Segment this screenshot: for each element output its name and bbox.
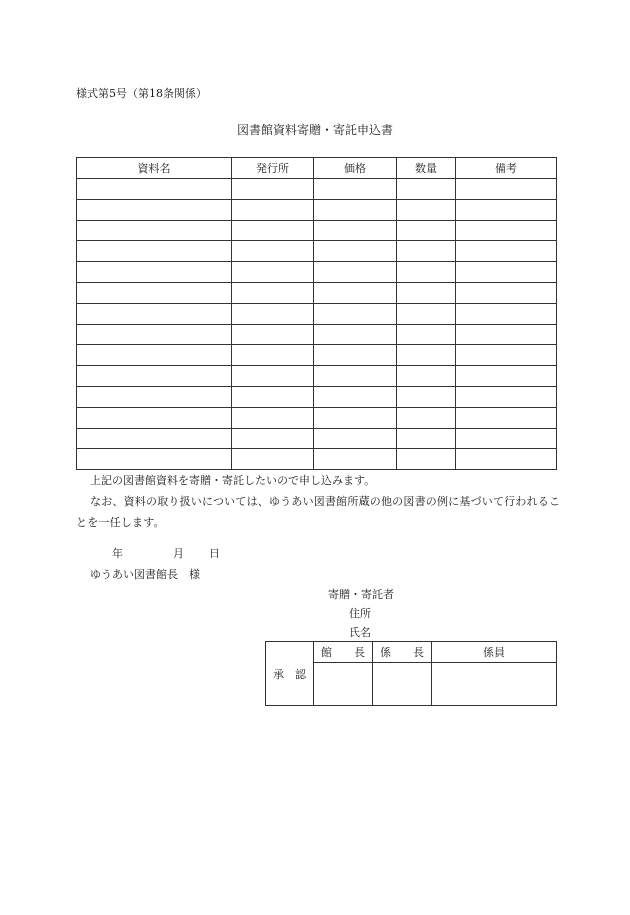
cell-publisher[interactable] [232,282,314,303]
cell-price[interactable] [314,282,397,303]
cell-remarks[interactable] [456,220,557,241]
cell-publisher[interactable] [232,262,314,283]
cell-quantity[interactable] [397,220,456,241]
cell-title[interactable] [77,220,232,241]
cell-quantity[interactable] [397,449,456,470]
cell-remarks[interactable] [456,241,557,262]
approval-section-chief-stamp-cell[interactable] [373,663,432,706]
cell-publisher[interactable] [232,220,314,241]
cell-publisher[interactable] [232,407,314,428]
table-row [77,345,557,366]
table-row [77,324,557,345]
approval-director-label: 館 長 [314,642,373,663]
cell-quantity[interactable] [397,345,456,366]
cell-publisher[interactable] [232,199,314,220]
cell-price[interactable] [314,449,397,470]
cell-remarks[interactable] [456,449,557,470]
handling-statement: なお、資料の取り扱いについては、ゆうあい図書館所蔵の他の図書の例に基づいて行われることを一任します。 [76,495,561,529]
cell-remarks[interactable] [456,199,557,220]
cell-quantity[interactable] [397,199,456,220]
applicant-name-label: 氏名 [349,626,371,639]
cell-publisher[interactable] [232,345,314,366]
column-header-publisher: 発行所 [232,158,314,179]
cell-quantity[interactable] [397,366,456,387]
date-line [112,545,220,561]
table-row [77,220,557,241]
cell-price[interactable] [314,345,397,366]
application-statement: 上記の図書館資料を寄贈・寄託したいので申し込みます。 [90,474,376,487]
cell-title[interactable] [77,303,232,324]
cell-title[interactable] [77,262,232,283]
cell-publisher[interactable] [232,179,314,200]
table-row [77,241,557,262]
date-day: 日 [209,547,220,560]
cell-quantity[interactable] [397,282,456,303]
approval-label: 承 認 [266,642,314,706]
cell-price[interactable] [314,303,397,324]
cell-quantity[interactable] [397,428,456,449]
cell-quantity[interactable] [397,303,456,324]
cell-title[interactable] [77,199,232,220]
cell-remarks[interactable] [456,179,557,200]
form-number: 様式第5号（第18条関係） [76,87,207,100]
cell-title[interactable] [77,407,232,428]
cell-publisher[interactable] [232,303,314,324]
cell-title[interactable] [77,428,232,449]
table-row [77,262,557,283]
cell-quantity[interactable] [397,407,456,428]
cell-quantity[interactable] [397,262,456,283]
cell-remarks[interactable] [456,386,557,407]
cell-remarks[interactable] [456,366,557,387]
cell-publisher[interactable] [232,449,314,470]
cell-publisher[interactable] [232,428,314,449]
approval-staff-stamp-cell[interactable] [432,663,557,706]
cell-remarks[interactable] [456,407,557,428]
cell-publisher[interactable] [232,241,314,262]
cell-title[interactable] [77,241,232,262]
table-row [77,303,557,324]
date-month: 月 [173,547,184,560]
column-header-price: 価格 [314,158,397,179]
cell-remarks[interactable] [456,303,557,324]
table-row [77,449,557,470]
approval-header-row [266,642,557,663]
cell-title[interactable] [77,386,232,407]
cell-title[interactable] [77,282,232,303]
cell-price[interactable] [314,366,397,387]
cell-price[interactable] [314,241,397,262]
table-row [77,366,557,387]
cell-publisher[interactable] [232,324,314,345]
cell-remarks[interactable] [456,262,557,283]
cell-title[interactable] [77,449,232,470]
cell-remarks[interactable] [456,282,557,303]
cell-publisher[interactable] [232,366,314,387]
cell-title[interactable] [77,345,232,366]
table-row [77,179,557,200]
items-table [76,157,557,470]
table-row [77,407,557,428]
date-year: 年 [112,547,123,560]
cell-price[interactable] [314,428,397,449]
cell-quantity[interactable] [397,241,456,262]
cell-title[interactable] [77,366,232,387]
applicant-role-label: 寄贈・寄託者 [328,588,394,601]
cell-price[interactable] [314,199,397,220]
approval-section-chief-label: 係 長 [373,642,432,663]
approval-table [265,641,557,706]
cell-quantity[interactable] [397,324,456,345]
table-row [77,386,557,407]
cell-remarks[interactable] [456,428,557,449]
column-header-remarks: 備考 [456,158,557,179]
column-header-quantity: 数量 [397,158,456,179]
cell-quantity[interactable] [397,179,456,200]
table-row [77,199,557,220]
cell-remarks[interactable] [456,345,557,366]
approval-director-stamp-cell[interactable] [314,663,373,706]
cell-quantity[interactable] [397,386,456,407]
cell-price[interactable] [314,179,397,200]
document-title: 図書館資料寄贈・寄託申込書 [236,123,393,137]
cell-price[interactable] [314,262,397,283]
cell-price[interactable] [314,220,397,241]
approval-staff-label: 係員 [432,642,557,663]
cell-title[interactable] [77,324,232,345]
column-header-title: 資料名 [77,158,232,179]
cell-publisher[interactable] [232,386,314,407]
applicant-address-label: 住所 [349,607,371,620]
cell-remarks[interactable] [456,324,557,345]
cell-price[interactable] [314,386,397,407]
cell-title[interactable] [77,179,232,200]
cell-price[interactable] [314,407,397,428]
table-row [77,428,557,449]
table-row [77,282,557,303]
items-table-header [77,158,557,179]
cell-price[interactable] [314,324,397,345]
items-table-body [77,179,557,470]
addressee: ゆうあい図書館長 様 [90,568,200,581]
